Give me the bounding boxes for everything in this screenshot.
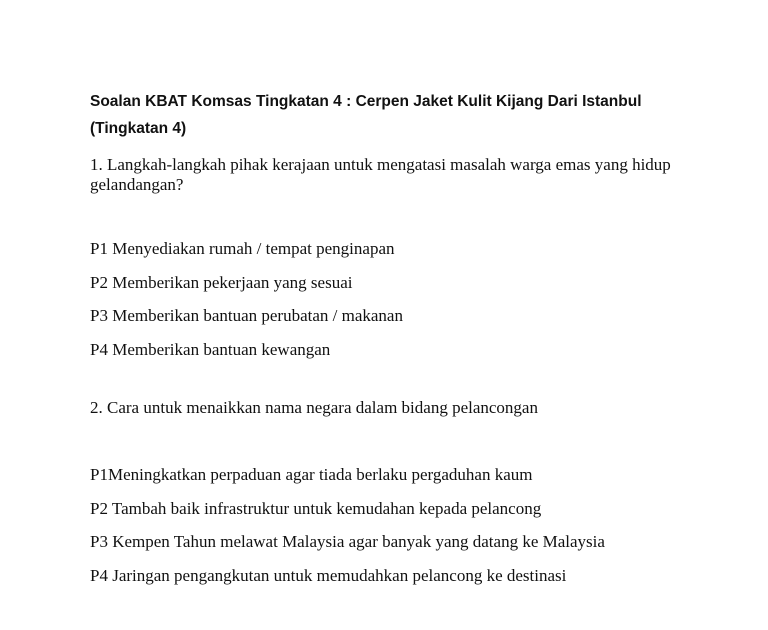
- answer-item: P1 Menyediakan rumah / tempat penginapan: [90, 239, 395, 258]
- document-page: [90, 88, 730, 599]
- answer-list-1: [90, 239, 730, 373]
- answer-item: P2 Memberikan pekerjaan yang sesuai: [90, 272, 353, 292]
- title-line-1: Soalan KBAT Komsas Tingkatan 4 : Cerpen Jaket Kulit Kijang Dari Istanbul: [90, 93, 642, 110]
- answer-item: P1Meningkatkan perpaduan agar tiada berlaku pergaduhan kaum: [90, 465, 533, 484]
- answer-item: P4 Jaringan pengangkutan untuk memudahkan pelancong ke destinasi: [90, 565, 567, 585]
- title-line-2: (Tingkatan 4): [90, 120, 187, 137]
- answer-item: P3 Kempen Tahun melawat Malaysia agar banyak yang datang ke Malaysia: [90, 532, 605, 551]
- question-1: 1. Langkah-langkah pihak kerajaan untuk mengatasi masalah warga emas yang hidup gelandangan?: [90, 155, 671, 194]
- answer-item: P2 Tambah baik infrastruktur untuk kemudahan kepada pelancong: [90, 498, 542, 518]
- answer-item: P4 Memberikan bantuan kewangan: [90, 339, 331, 359]
- answer-list-2: [90, 465, 730, 599]
- document-title: [90, 88, 730, 142]
- answer-item: P3 Memberikan bantuan perubatan / makanan: [90, 306, 403, 325]
- question-2: 2. Cara untuk menaikkan nama negara dalam bidang pelancongan: [90, 398, 538, 417]
